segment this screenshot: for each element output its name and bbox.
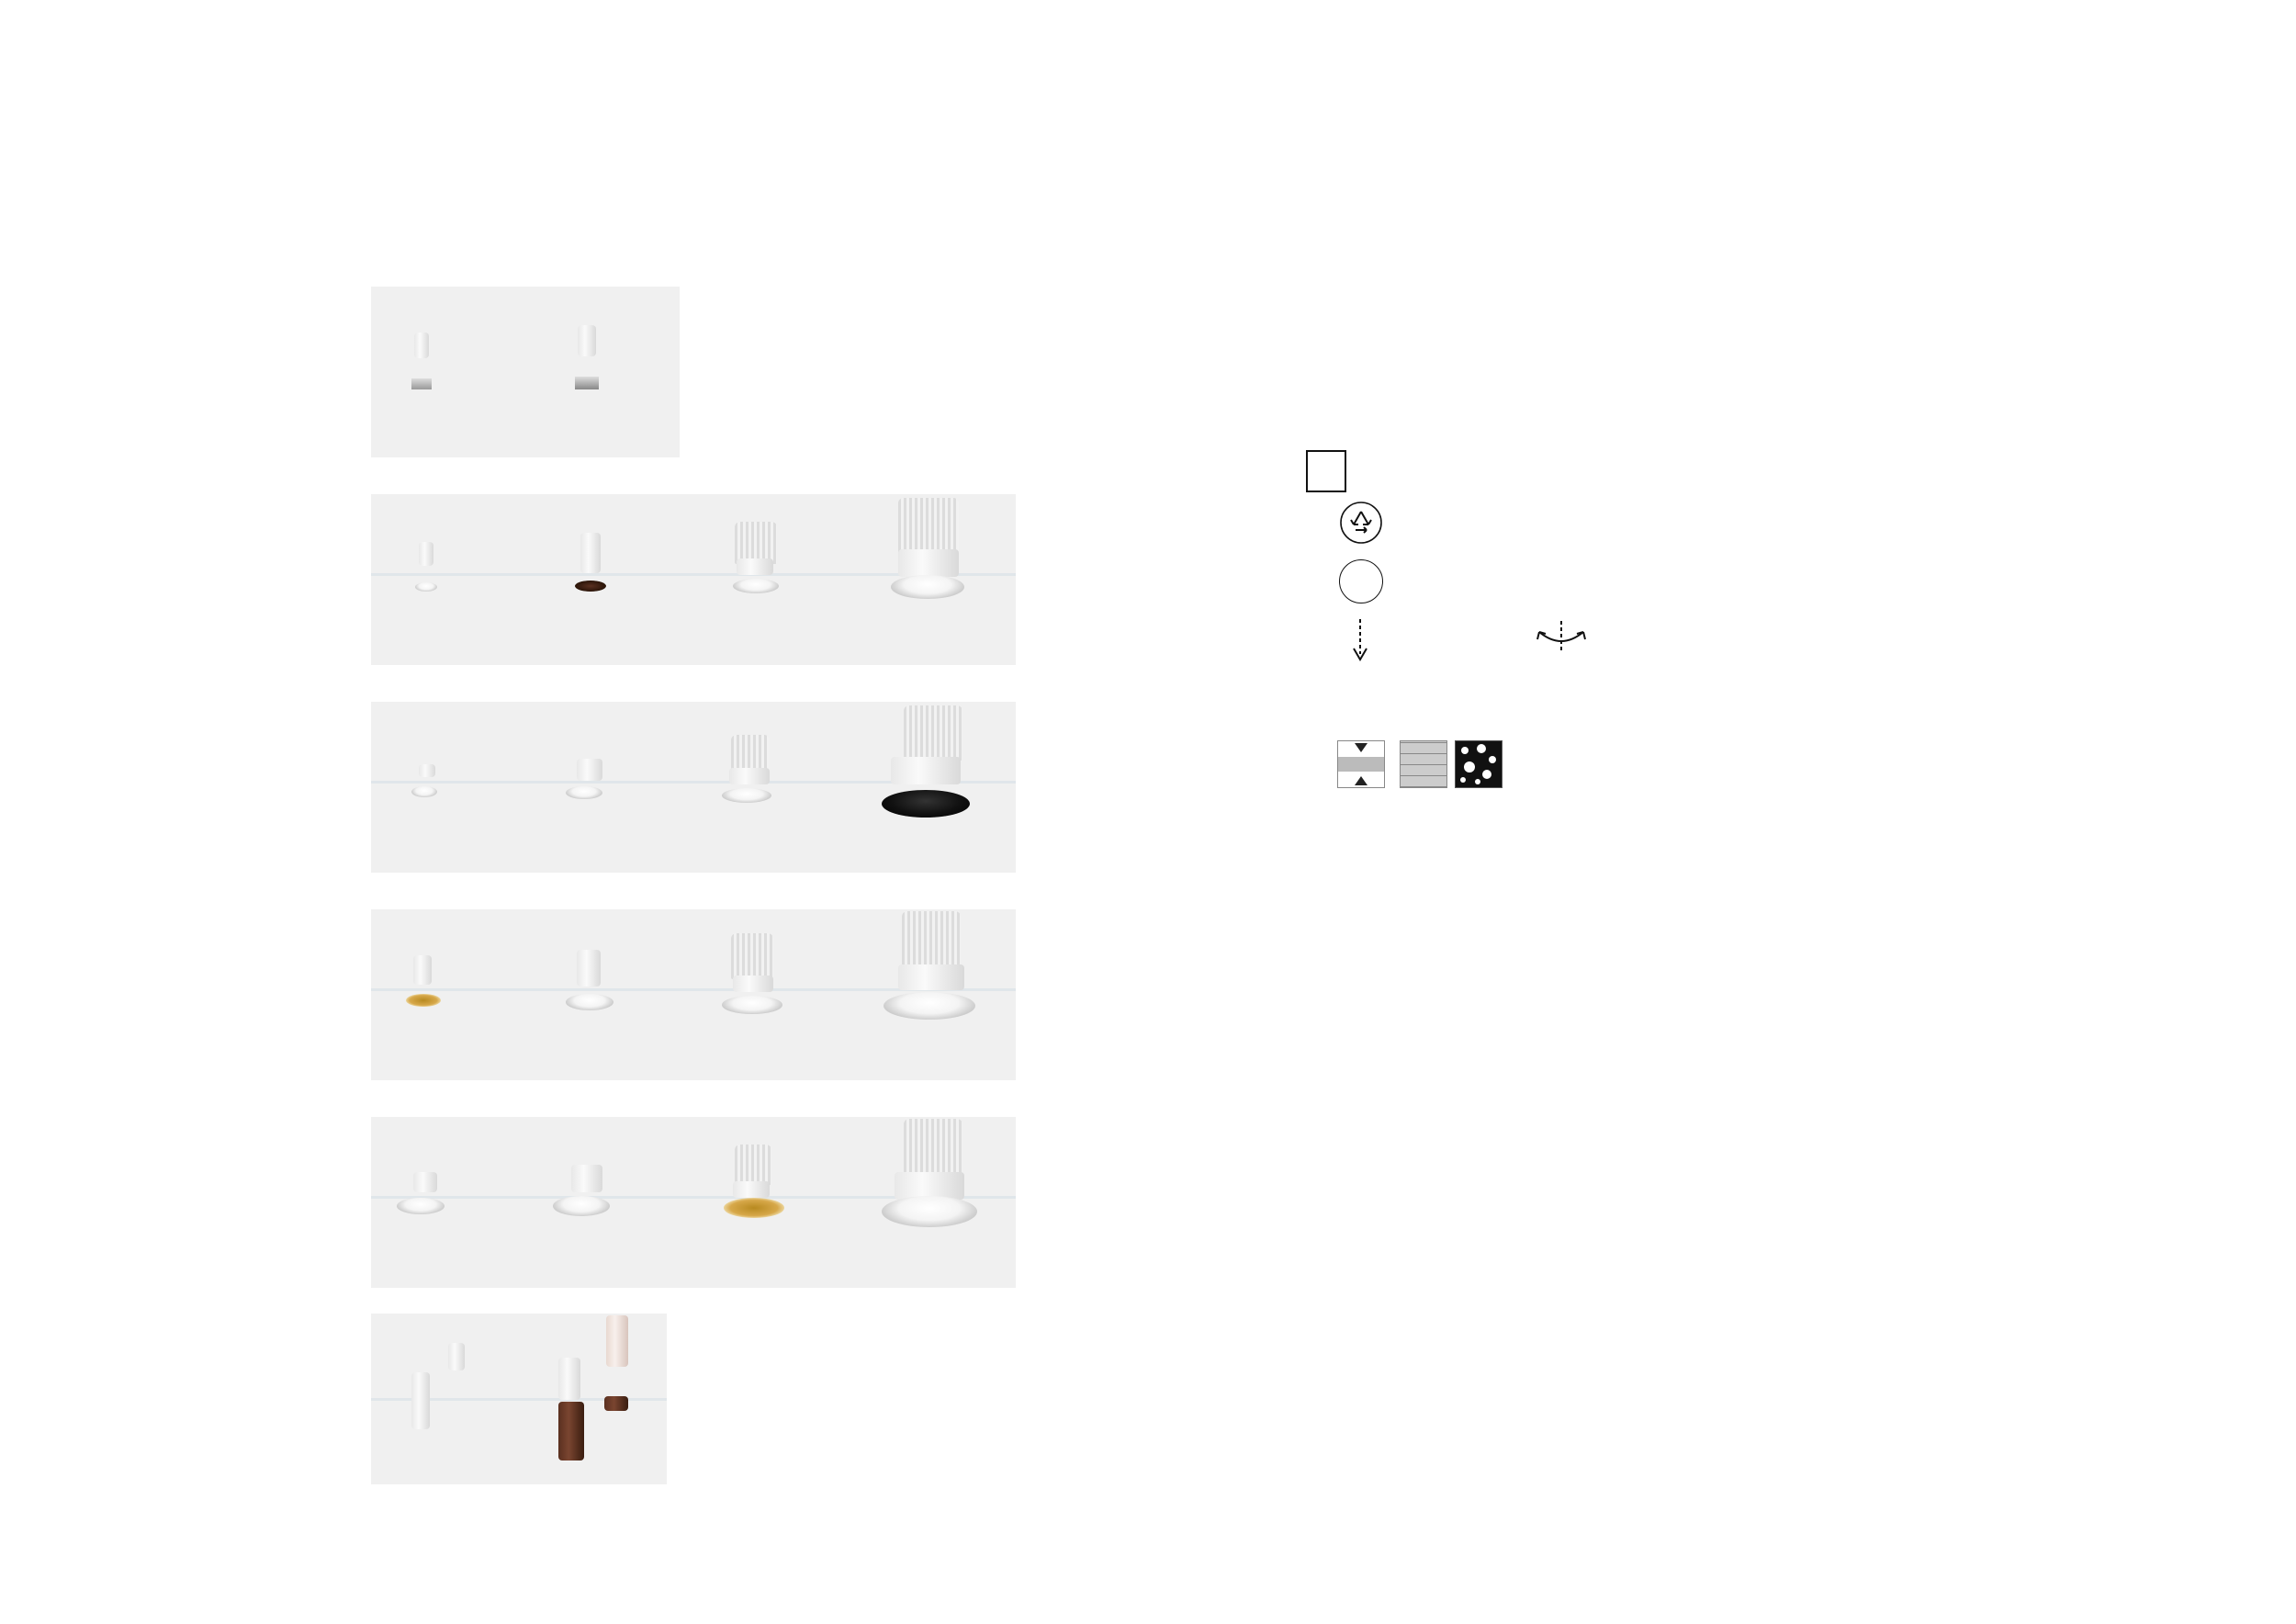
brick-icon: [1400, 740, 1447, 788]
product-image-frame-td: [371, 1117, 1016, 1288]
family-tube: [156, 1323, 321, 1325]
family-frame-td: [156, 1125, 312, 1127]
recycle-icon: [1339, 501, 1383, 545]
ukca-ce-logo: [1306, 450, 1387, 491]
warranty-5-icon: [1339, 559, 1383, 603]
fixed-arrow-icon: [1350, 617, 1370, 663]
family-q: [156, 292, 367, 294]
plasterboard-icon: [1337, 740, 1385, 788]
family-tf: [156, 501, 367, 502]
product-image-tube: [371, 1314, 667, 1484]
concrete-icon: [1455, 740, 1503, 788]
product-image-frame-tf: [371, 909, 1016, 1080]
adjustable-arrow-icon: [1534, 619, 1589, 656]
fixture-q-70: [575, 325, 599, 399]
fixture-q-50: [411, 333, 432, 397]
product-image-tf: [371, 494, 1016, 665]
product-image-td: [371, 702, 1016, 873]
product-image-q: [371, 287, 680, 457]
family-frame-tf: [156, 917, 303, 919]
